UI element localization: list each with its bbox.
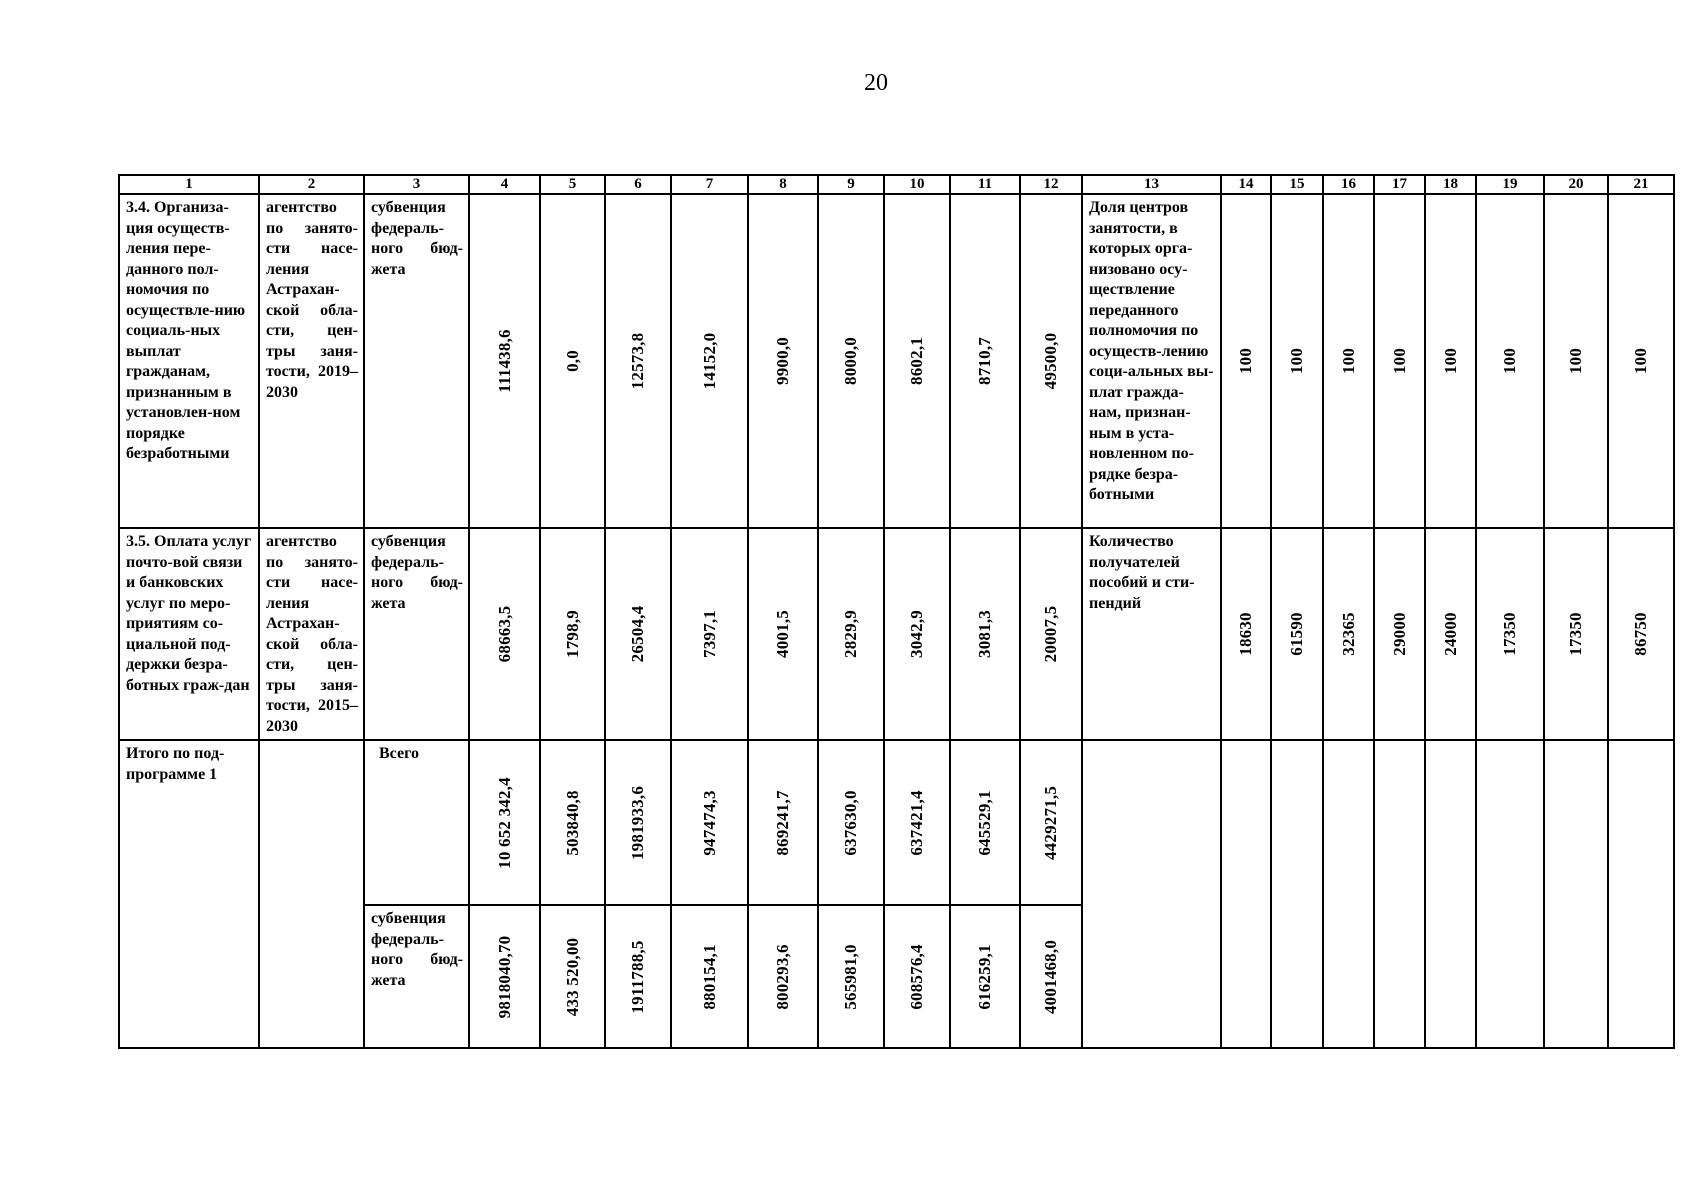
indicator-value-cell <box>1476 528 1544 740</box>
total-amount-cell <box>671 740 748 905</box>
indicator-value: 100 <box>1499 347 1519 375</box>
indicator-cell <box>1082 528 1221 740</box>
amount-value: 4001,5 <box>772 610 792 658</box>
source-text: субвенция федераль-ного бюд-жета <box>371 199 463 278</box>
total-indicator-cell <box>1082 740 1221 1048</box>
total-amount-value: 869241,7 <box>772 789 792 856</box>
col-header: 4 <box>469 175 540 194</box>
empty-cell <box>1323 740 1374 1048</box>
col-header: 13 <box>1082 175 1221 194</box>
amount-value: 8710,7 <box>974 337 994 385</box>
amount-cell <box>1020 528 1082 740</box>
col-header: 9 <box>818 175 884 194</box>
amount-cell <box>469 528 540 740</box>
col-header: 11 <box>950 175 1020 194</box>
empty-cell <box>1221 740 1271 1048</box>
indicator-value: 100 <box>1338 347 1358 375</box>
indicator-value-cell <box>1544 194 1608 528</box>
col-header: 10 <box>884 175 950 194</box>
total-amount-value: 608576,4 <box>906 943 926 1010</box>
indicator-value-cell <box>1271 528 1323 740</box>
empty-cell <box>1476 740 1544 1048</box>
executor-text: агентство по занято-сти насе-ления Астрахан-ской обла-сти, цен-тры заня-тости, 2015–2030 <box>266 533 358 735</box>
column-number-header-row <box>119 175 1674 194</box>
amount-cell <box>605 194 671 528</box>
total-amount-value: 565981,0 <box>840 943 860 1010</box>
amount-cell <box>1020 194 1082 528</box>
total-amount-value: 947474,3 <box>699 789 719 856</box>
indicator-value: 100 <box>1440 347 1460 375</box>
empty-cell <box>1271 740 1323 1048</box>
amount-cell <box>950 528 1020 740</box>
empty-cell <box>1608 740 1674 1048</box>
amount-cell <box>540 194 605 528</box>
amount-cell <box>818 194 884 528</box>
executor-cell <box>259 528 364 740</box>
indicator-text: Доля центров занятости, в которых орга-низовано осу-ществление переданного полномочия по осуществ-лению соци-альных вы-плат гражда-нам, признан-ным в уста-новленном по-рядке безра-ботными <box>1089 199 1214 503</box>
total-amount-value: 503840,8 <box>562 789 582 856</box>
amount-value: 8000,0 <box>840 337 860 385</box>
indicator-value: 100 <box>1630 347 1650 375</box>
total-amount-cell <box>540 740 605 905</box>
amount-cell <box>748 528 818 740</box>
amount-value: 14152,0 <box>699 332 719 390</box>
table-row-3-4 <box>119 194 1674 528</box>
activity-text: 3.5. Оплата услуг почто-вой связи и банковских услуг по меро-приятиям со-циальной под-держки безра-ботных граж-дан <box>126 533 252 694</box>
total-amount-cell <box>605 905 671 1048</box>
col-header: 19 <box>1476 175 1544 194</box>
total-amount-value: 433 520,00 <box>562 937 582 1016</box>
total-source-cell <box>364 905 469 1048</box>
indicator-value-cell <box>1221 194 1271 528</box>
total-amount-value: 637421,4 <box>906 789 926 856</box>
indicator-value: 32365 <box>1338 612 1358 656</box>
indicator-text: Количество получателей пособий и сти-пендий <box>1089 533 1195 612</box>
total-amount-cell <box>884 905 950 1048</box>
col-header: 2 <box>259 175 364 194</box>
total-executor-cell <box>259 740 364 1048</box>
total-amount-cell <box>469 905 540 1048</box>
amount-cell <box>818 528 884 740</box>
total-source-cell <box>364 740 469 905</box>
amount-value: 20007,5 <box>1040 605 1060 663</box>
amount-cell <box>469 194 540 528</box>
col-header: 21 <box>1608 175 1674 194</box>
indicator-value: 100 <box>1235 347 1255 375</box>
total-source-federal: субвенция федераль-ного бюд-жета <box>371 910 463 989</box>
activity-cell <box>119 194 259 528</box>
amount-value: 12573,8 <box>627 332 647 390</box>
indicator-value: 61590 <box>1286 612 1306 656</box>
indicator-value: 100 <box>1286 347 1306 375</box>
amount-cell <box>884 194 950 528</box>
col-header: 15 <box>1271 175 1323 194</box>
total-source-all: Всего <box>379 745 419 762</box>
total-amount-value: 9818040,70 <box>494 935 514 1018</box>
indicator-value-cell <box>1221 528 1271 740</box>
total-amount-value: 10 652 342,4 <box>494 776 514 869</box>
total-amount-value: 645529,1 <box>974 789 994 856</box>
total-row-all <box>119 740 1674 905</box>
indicator-value: 86750 <box>1630 612 1650 656</box>
amount-value: 7397,1 <box>699 610 719 658</box>
activity-cell <box>119 528 259 740</box>
indicator-value-cell <box>1374 194 1425 528</box>
indicator-value-cell <box>1425 194 1476 528</box>
indicator-value-cell <box>1271 194 1323 528</box>
total-amount-cell <box>469 740 540 905</box>
indicator-value: 18630 <box>1235 612 1255 656</box>
amount-value: 111438,6 <box>494 329 514 393</box>
amount-value: 49500,0 <box>1040 332 1060 390</box>
col-header: 8 <box>748 175 818 194</box>
indicator-value-cell <box>1544 528 1608 740</box>
col-header: 12 <box>1020 175 1082 194</box>
total-amount-cell <box>950 905 1020 1048</box>
executor-cell <box>259 194 364 528</box>
indicator-value-cell <box>1374 528 1425 740</box>
activity-text: 3.4. Организа-ция осуществ-ления пере-данного пол-номочия по осуществле-нию социаль-ных выплат гражданам, признанным в установлен-ном порядке безработными <box>126 199 246 462</box>
amount-value: 3042,9 <box>906 610 926 658</box>
total-amount-cell <box>950 740 1020 905</box>
amount-cell <box>540 528 605 740</box>
indicator-value: 24000 <box>1440 612 1460 656</box>
total-amount-value: 4429271,5 <box>1040 785 1060 860</box>
page-number: 20 <box>864 70 888 96</box>
amount-cell <box>748 194 818 528</box>
col-header: 3 <box>364 175 469 194</box>
total-amount-value: 1981933,6 <box>627 785 647 860</box>
indicator-value-cell <box>1608 194 1674 528</box>
total-amount-cell <box>671 905 748 1048</box>
total-amount-value: 1911788,5 <box>627 939 647 1014</box>
total-amount-value: 637630,0 <box>840 789 860 856</box>
total-amount-cell <box>540 905 605 1048</box>
table-row-3-5 <box>119 528 1674 740</box>
amount-cell <box>605 528 671 740</box>
executor-text: агентство по занято-сти насе-ления Астрахан-ской обла-сти, цен-тры заня-тости, 2019–2030 <box>266 199 358 401</box>
total-amount-value: 880154,1 <box>699 943 719 1010</box>
indicator-value-cell <box>1323 194 1374 528</box>
total-amount-cell <box>1020 905 1082 1048</box>
program-table <box>118 174 1675 1049</box>
col-header: 14 <box>1221 175 1271 194</box>
amount-value: 1798,9 <box>562 610 582 658</box>
total-amount-cell <box>818 740 884 905</box>
col-header: 20 <box>1544 175 1608 194</box>
total-amount-value: 4001468,0 <box>1040 939 1060 1014</box>
total-amount-cell <box>605 740 671 905</box>
total-amount-cell <box>1020 740 1082 905</box>
indicator-value: 100 <box>1389 347 1409 375</box>
total-amount-cell <box>748 905 818 1048</box>
col-header: 7 <box>671 175 748 194</box>
source-cell <box>364 194 469 528</box>
amount-value: 26504,4 <box>627 605 647 663</box>
indicator-value-cell <box>1608 528 1674 740</box>
empty-cell <box>1425 740 1476 1048</box>
indicator-value: 17350 <box>1565 612 1585 656</box>
col-header: 1 <box>119 175 259 194</box>
amount-value: 2829,9 <box>840 610 860 658</box>
amount-value: 8602,1 <box>906 337 926 385</box>
col-header: 17 <box>1374 175 1425 194</box>
col-header: 18 <box>1425 175 1476 194</box>
amount-value: 9900,0 <box>772 337 792 385</box>
total-amount-value: 800293,6 <box>772 943 792 1010</box>
indicator-value: 100 <box>1565 347 1585 375</box>
amount-cell <box>884 528 950 740</box>
indicator-value-cell <box>1425 528 1476 740</box>
amount-cell <box>671 528 748 740</box>
total-amount-cell <box>818 905 884 1048</box>
amount-value: 0,0 <box>562 350 582 372</box>
total-amount-cell <box>884 740 950 905</box>
source-cell <box>364 528 469 740</box>
empty-cell <box>1544 740 1608 1048</box>
col-header: 6 <box>605 175 671 194</box>
indicator-value-cell <box>1323 528 1374 740</box>
indicator-value: 17350 <box>1499 612 1519 656</box>
total-amount-value: 616259,1 <box>974 943 994 1010</box>
indicator-value-cell <box>1476 194 1544 528</box>
col-header: 16 <box>1323 175 1374 194</box>
total-label: Итого по под-программе 1 <box>126 745 225 783</box>
total-amount-cell <box>748 740 818 905</box>
amount-cell <box>950 194 1020 528</box>
indicator-value: 29000 <box>1389 612 1409 656</box>
amount-value: 68663,5 <box>494 605 514 663</box>
amount-value: 3081,3 <box>974 610 994 658</box>
source-text: субвенция федераль-ного бюд-жета <box>371 533 463 612</box>
amount-cell <box>671 194 748 528</box>
empty-cell <box>1374 740 1425 1048</box>
indicator-cell <box>1082 194 1221 528</box>
total-label-cell <box>119 740 259 1048</box>
col-header: 5 <box>540 175 605 194</box>
